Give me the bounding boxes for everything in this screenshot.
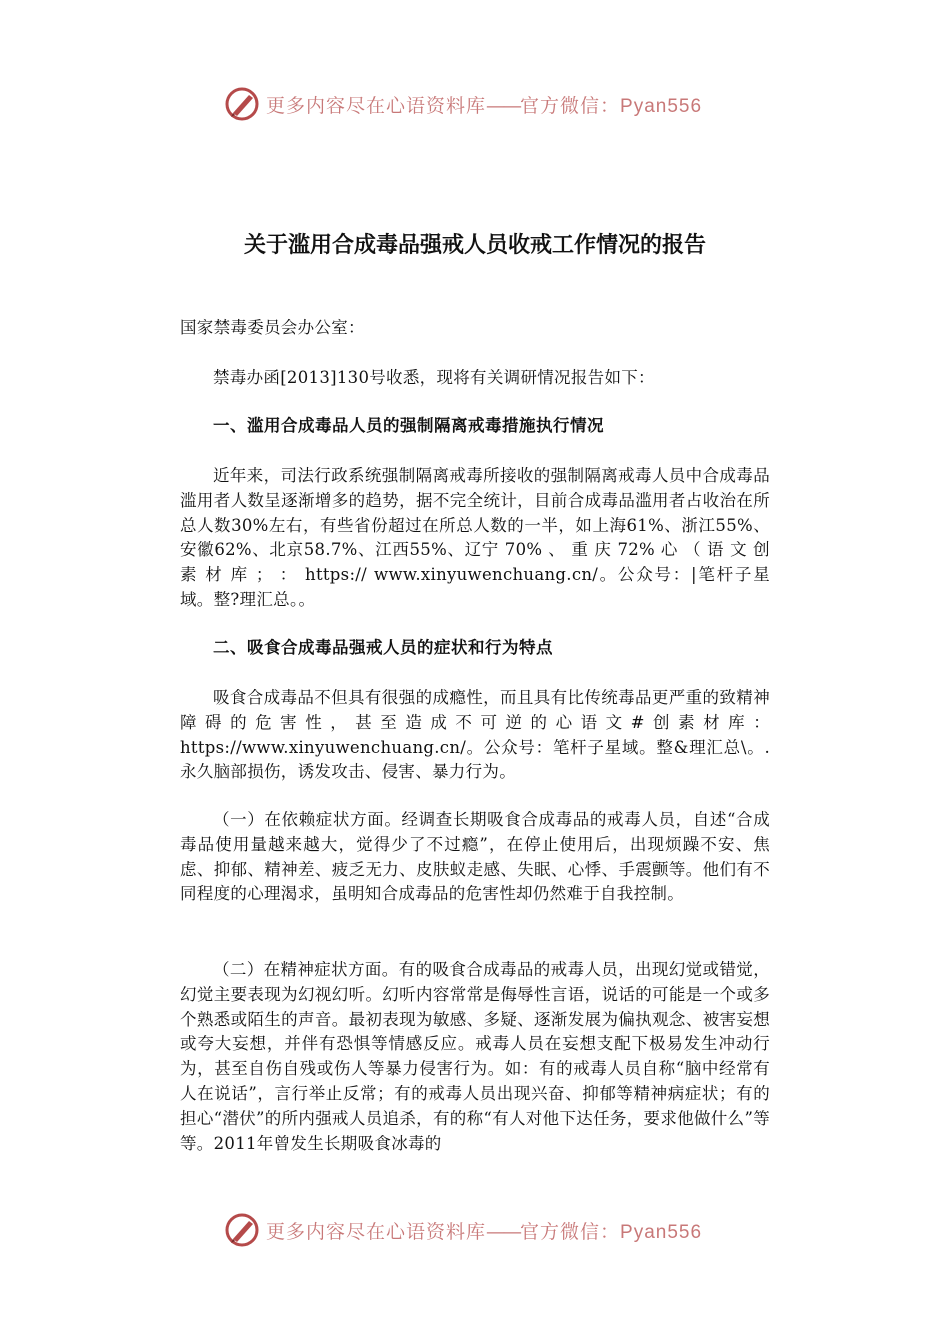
paragraph-1: 近年来，司法行政系统强制隔离戒毒所接收的强制隔离戒毒人员中合成毒品滥用者人数呈逐渐增多的趋势，据不完全统计，目前合成毒品滥用者占收治在所总人数30%左右，有些省份超过在所总人数的一半，如上海61%、浙江55%、安徽62%、北京58.7%、江西55%、辽宁 70% 、 重 庆 72% 心 （ 语 文 创 素 材 库 ； ： https:// www.xinyuwenchuang.cn/。公众号：|笔杆子星域。整?理汇总。。 [180,466,770,609]
paragraph-3: （一）在依赖症状方面。经调查长期吸食合成毒品的戒毒人员，自述“合成毒品使用量越来越大，觉得少了不过瘾”，在停止使用后，出现烦躁不安、焦虑、抑郁、精神差、疲乏无力、皮肤蚁走感、失眠、心悸、手震颤等。他们有不同程度的心理渴求，虽明知合成毒品的危害性却仍然难于自我控制。 [180,810,770,904]
header-banner [224,84,702,124]
paragraph-4: （二）在精神症状方面。有的吸食合成毒品的戒毒人员，出现幻觉或错觉，幻觉主要表现为幻视幻听。幻听内容常常是侮辱性言语，说话的可能是一个或多个熟悉或陌生的声音。最初表现为敏感、多疑、逐渐发展为偏执观念、被害妄想或夸大妄想，并伴有恐惧等情感反应。戒毒人员在妄想支配下极易发生冲动行为，甚至自伤自残或伤人等暴力侵害行为。如：有的戒毒人员自称“脑中经常有人在说话”，言行举止反常；有的戒毒人员出现兴奋、抑郁等精神病症状；有的担心“潜伏”的所内强戒人员追杀，有的称“有人对他下达任务，要求他做什么”等等。2011年曾发生长期吸食冰毒的 [180,960,770,1153]
footer-banner [224,1210,702,1250]
banner-text: 更多内容尽在心语资料库——官方微信：Pyan556 [266,94,703,117]
intro-paragraph: 禁毒办函[2013]130号收悉，现将有关调研情况报告如下： [213,368,655,387]
paragraph-2: 吸食合成毒品不但具有很强的成瘾性，而且具有比传统毒品更严重的致精神障碍的危害性，甚至造成不可逆的心语文#创素材库：https://www.xinyuwenchuang.cn/。公众号：笔杆子星域。整&理汇总\。.永久脑部损伤，诱发攻击、侵害、暴力行为。 [180,688,770,782]
section-heading-2: 二、吸食合成毒品强戒人员的症状和行为特点 [213,638,553,657]
document-title: 关于滥用合成毒品强戒人员收戒工作情况的报告 [243,233,706,258]
salutation: 国家禁毒委员会办公室： [180,318,365,337]
section-heading-1: 一、滥用合成毒品人员的强制隔离戒毒措施执行情况 [213,416,604,435]
pen-logo-icon [224,86,260,122]
pen-logo-icon [224,1212,260,1248]
banner-text: 更多内容尽在心语资料库——官方微信：Pyan556 [266,1220,703,1243]
